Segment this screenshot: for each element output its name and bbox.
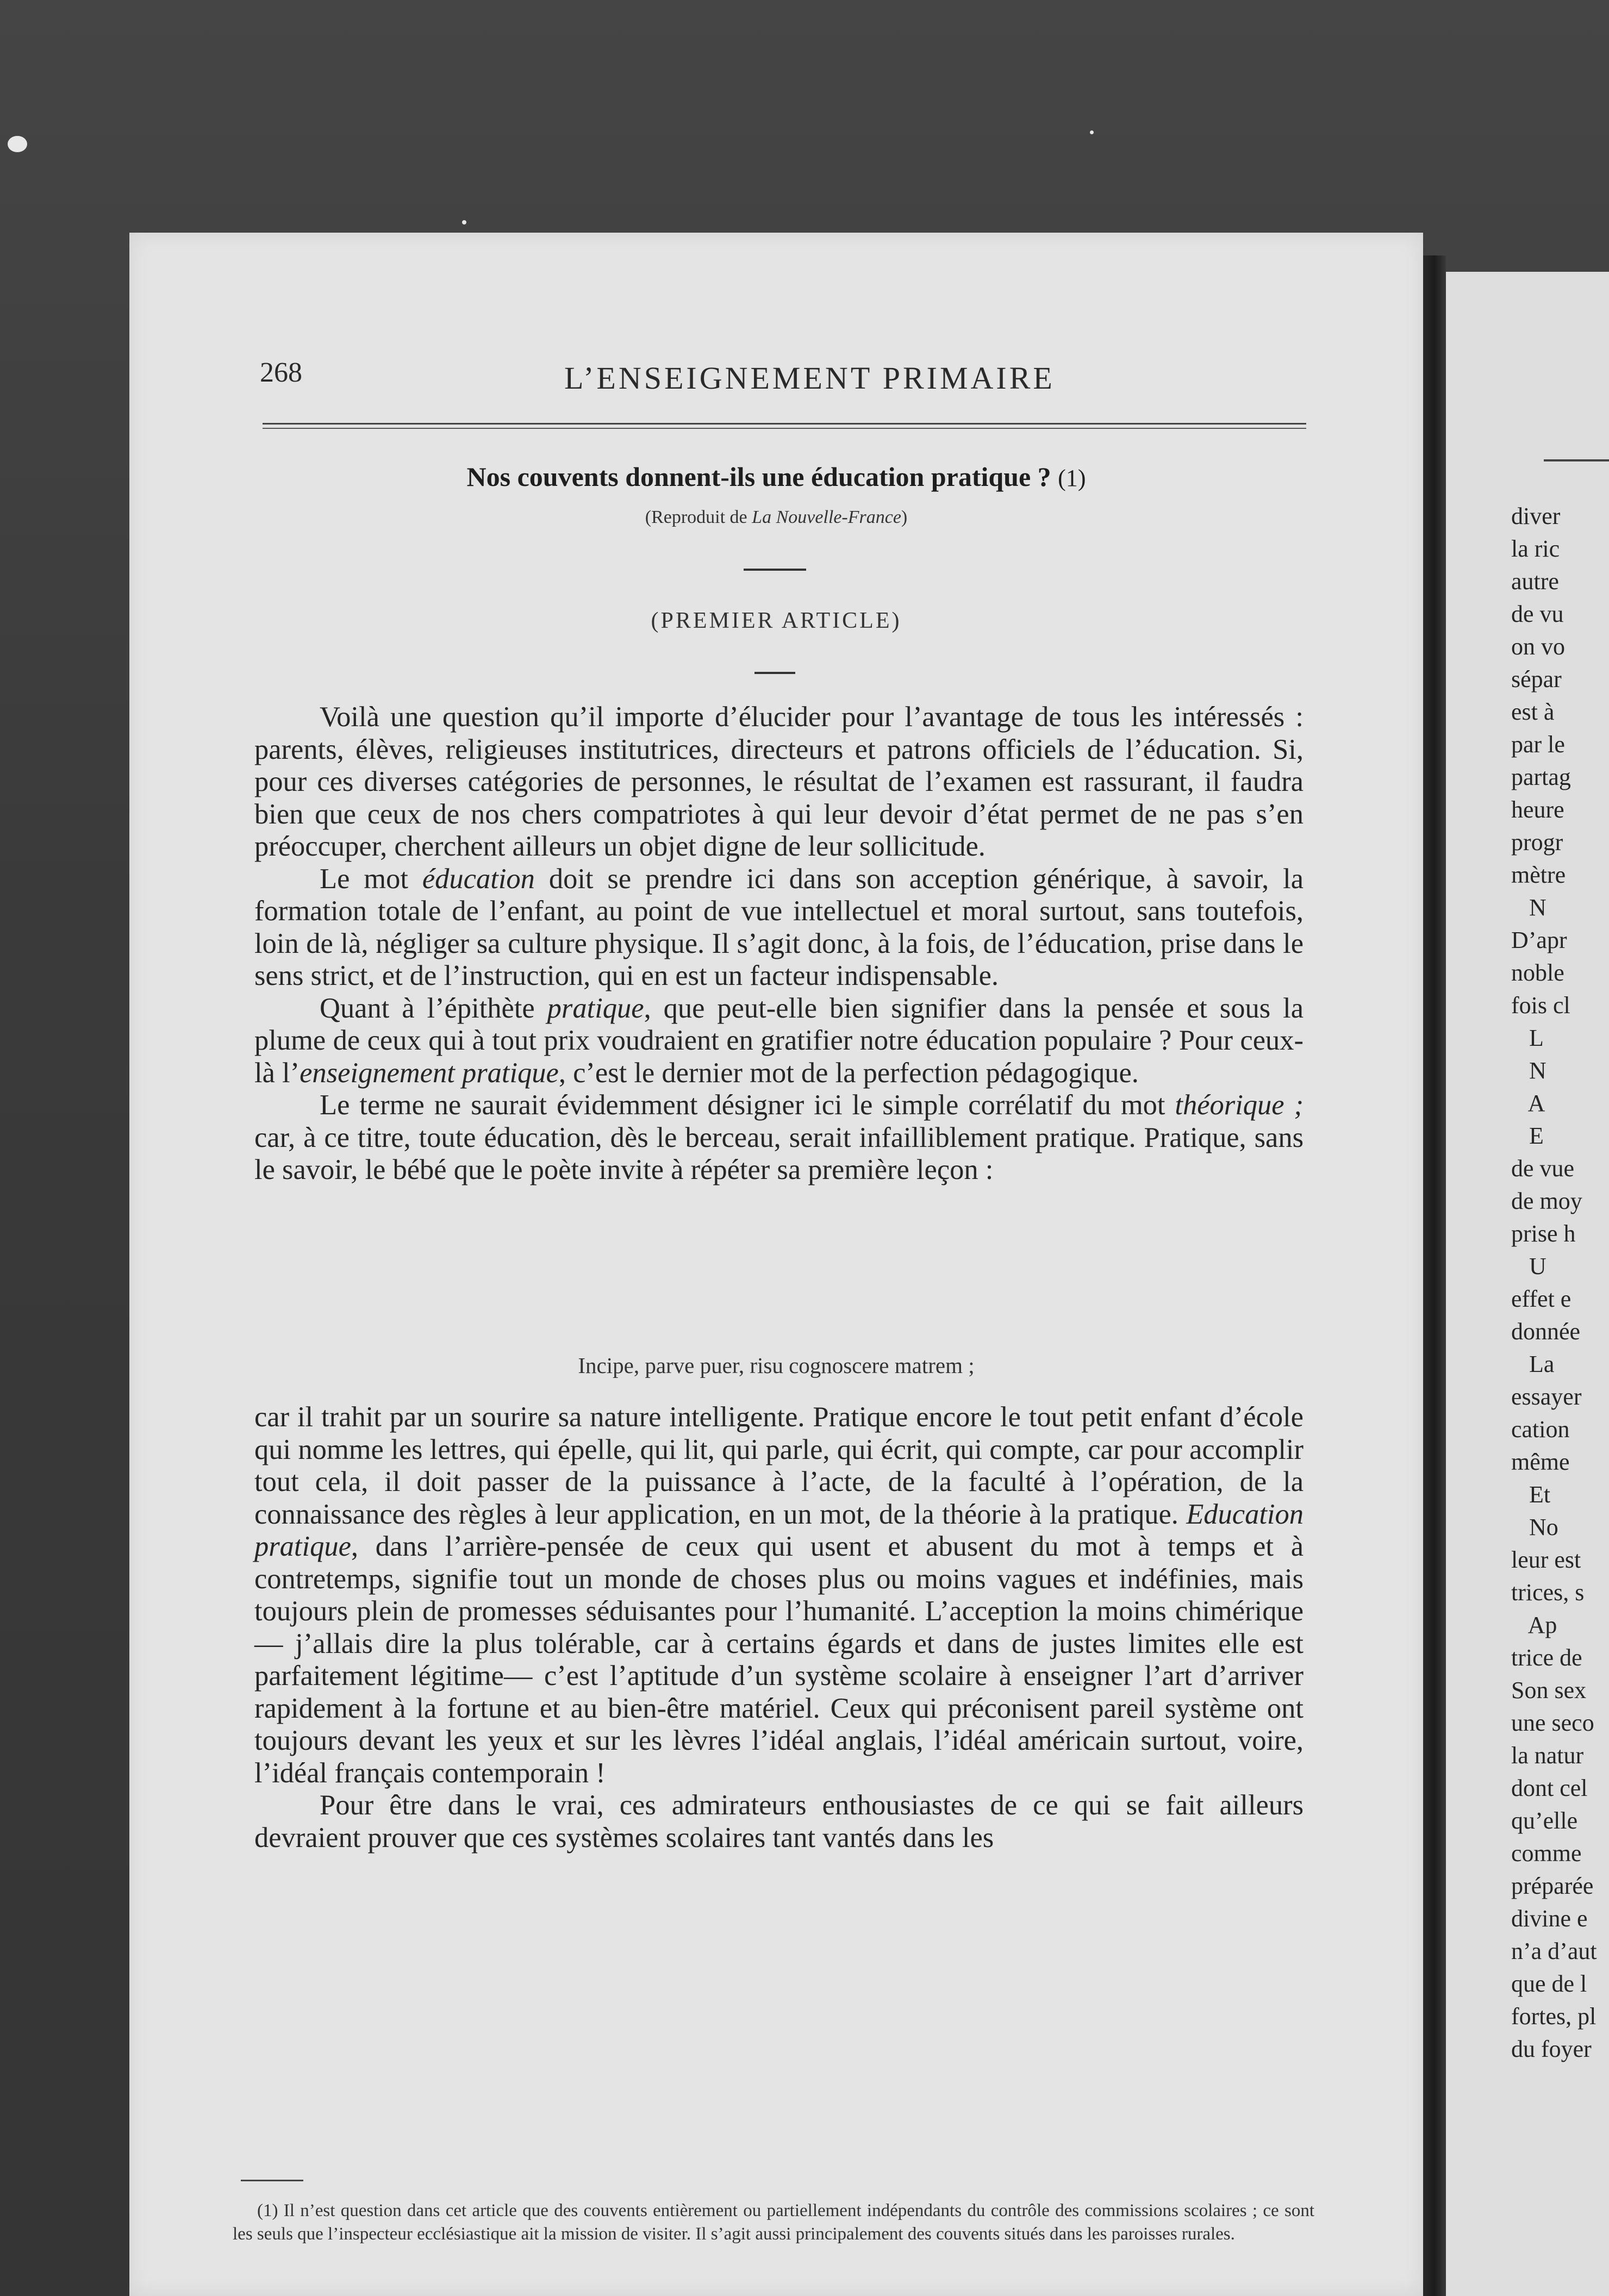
right-page-line: par le [1511,731,1565,758]
paragraph-5: car il trahit par un sourire sa nature intelligente. Pratique encore le tout petit enfant d’école qui nomme les lettres, qui épelle, qui lit, qui parle, qui écrit, qui compte, car pour accomplir tout cela, il doit passer de la puissance à l’acte, de la faculté à l’opération, de la connaissance des règles à leur application, en un mot, de la théorie à la pratique. Education pratique, dans l’arrière-pensée de ceux qui usent et abusent du mot à temps et à contretemps, signifie tout un monde de choses plus ou moins vagues et indéfinies, mais toujours plein de promesses séduisantes pour l’humanité. L’acception la moins chimérique— j’allais dire la plus tolérable, car à certains égards et dans de justes limites elle est parfaitement légitime— c’est l’aptitude d’un système scolaire à enseigner l’art d’arriver rapidement à la fortune et au bien-être matériel. Ceux qui préconisent pareil système ont toujours devant les yeux et sur les lèvres l’idéal anglais, l’idéal américain surtout, voire, l’idéal français contemporain ! [254,1401,1304,1789]
right-page-line: comme [1511,1840,1582,1867]
right-page-line: de moy [1511,1188,1582,1214]
article-body-upper [254,701,1304,1187]
right-page-line: leur est [1511,1546,1581,1573]
right-page-line: sépar [1511,666,1562,692]
right-page-line: donnée [1511,1318,1581,1345]
right-page-line: autre [1511,568,1559,595]
right-page-text [1511,500,1609,2066]
scan-speck [1090,130,1094,134]
paragraph-4: Le terme ne saurait évidemment désigner ici le simple corrélatif du mot théorique ; car, à ce titre, toute éducation, dès le berceau, serait infailliblement pratique. Pratique, sans le savoir, le bébé que le poète invite à répéter sa première leçon : [254,1089,1304,1186]
right-page-line: mètre [1511,862,1566,888]
right-page-line: N [1511,894,1546,921]
running-head [260,357,1309,405]
right-page-line: divine e [1511,1905,1588,1932]
right-page-line: une seco [1511,1709,1594,1736]
right-page-line: A [1511,1090,1545,1116]
source-prefix: (Reproduit de [645,507,747,527]
right-page-line: du foyer [1511,2036,1592,2062]
paragraph-3: Quant à l’épithète pratique, que peut-elle bien signifier dans la pensée et sous la plume de ceux qui à tout prix voudraient en gratifier notre éducation populaire ? Pour ceux-là l’enseignement pratique, c’est le dernier mot de la perfection pédagogique. [254,992,1304,1089]
left-page [129,233,1423,2296]
right-page-line: essayer [1511,1383,1582,1410]
right-page-line: la natur [1511,1742,1584,1769]
source-name: La Nouvelle-France [752,507,901,527]
article-title-text: Nos couvents donnent-ils une éducation pratique ? [466,461,1051,492]
article-title-note: (1) [1058,465,1086,491]
right-page-line: Son sex [1511,1677,1587,1704]
book-gutter [1423,255,1446,2296]
page-number: 268 [260,357,302,388]
right-page-line: heure [1511,796,1564,823]
right-page-line: noble [1511,959,1564,986]
right-page-line: fois cl [1511,992,1570,1019]
paragraph-6: Pour être dans le vrai, ces admirateurs enthousiastes de ce qui se fait ailleurs devraient prouver que ces systèmes scolaires tant vantés dans les [254,1789,1304,1854]
right-page-line: partag [1511,764,1571,790]
right-page-line: cation [1511,1416,1570,1443]
article-title [129,461,1423,492]
right-page-line: prise h [1511,1220,1576,1247]
footnote-rule [241,2180,303,2181]
paragraph-1: Voilà une question qu’il importe d’élucider pour l’avantage de tous les intéressés : parents, élèves, religieuses institutrices, directeurs et patrons officiels de l’éducation. Si, pour ces diverses catégories de personnes, le résultat de l’examen est rassurant, il faudra bien que ceux de nos chers compatriotes à qui leur devoir d’état permet de ne pas s’en préoccuper, cherchent ailleurs un objet digne de leur sollicitude. [254,701,1304,862]
right-page-line: No [1511,1514,1558,1540]
right-page-line: préparée [1511,1873,1594,1899]
right-page-line: U [1511,1253,1546,1280]
right-page-line: n’a d’aut [1511,1938,1597,1964]
right-page-line: progr [1511,829,1563,856]
article-body-lower [254,1401,1304,1854]
right-page-line: même [1511,1449,1570,1475]
right-page-line: qu’elle [1511,1807,1578,1834]
right-page-line: trices, s [1511,1579,1585,1606]
header-rule [263,423,1306,429]
right-page-line: N [1511,1057,1546,1084]
right-page-line: L [1511,1025,1544,1051]
article-part-label: (PREMIER ARTICLE) [651,608,902,633]
footnotes [233,2199,1314,2246]
right-page-line: de vu [1511,601,1564,627]
journal-title: L’ENSEIGNEMENT PRIMAIRE [564,360,1055,396]
right-page-header-rule [1544,459,1609,461]
right-page-line: que de l [1511,1970,1587,1997]
right-page-line: fortes, pl [1511,2003,1596,2030]
right-page-line: dont cel [1511,1775,1588,1801]
right-page-line: la ric [1511,535,1560,562]
footnote-1: (1) Il n’est question dans cet article que des couvents entièrement ou partiellement indépendants du contrôle des commissions scolaires ; ce sont les seuls que l’inspecteur ecclésiastique ait la mission de visiter. Il s’agit aussi principalement des couvents situés dans les paroisses rurales. [233,2201,1314,2244]
title-divider [744,569,806,571]
right-page-line: D’apr [1511,927,1567,953]
paragraph-2: Le mot éducation doit se prendre ici dans son acception générique, à savoir, la formation totale de l’enfant, au point de vue intellectuel et moral surtout, sans toutefois, loin de là, négliger sa culture physique. Il s’agit donc, à la fois, de l’éducation, prise dans le sens strict, et de l’instruction, qui en est un facteur indispensable. [254,863,1304,991]
right-page-line: E [1511,1122,1544,1149]
right-page-line: Et [1511,1481,1551,1508]
source-line [129,507,1423,528]
right-page-line: diver [1511,503,1561,529]
right-page-line: effet e [1511,1286,1571,1312]
scan-speck [462,220,466,224]
right-page-line: Ap [1511,1612,1557,1638]
source-suffix: ) [901,507,908,527]
part-divider [754,672,795,674]
right-page-line: est à [1511,698,1555,725]
right-page-line: La [1511,1351,1555,1377]
right-page-line: trice de [1511,1644,1582,1671]
right-page-line: on vo [1511,633,1565,660]
right-page-line: de vue [1511,1155,1575,1182]
scan-speck [8,136,27,152]
latin-quote: Incipe, parve puer, risu cognoscere matrem ; [578,1353,975,1378]
